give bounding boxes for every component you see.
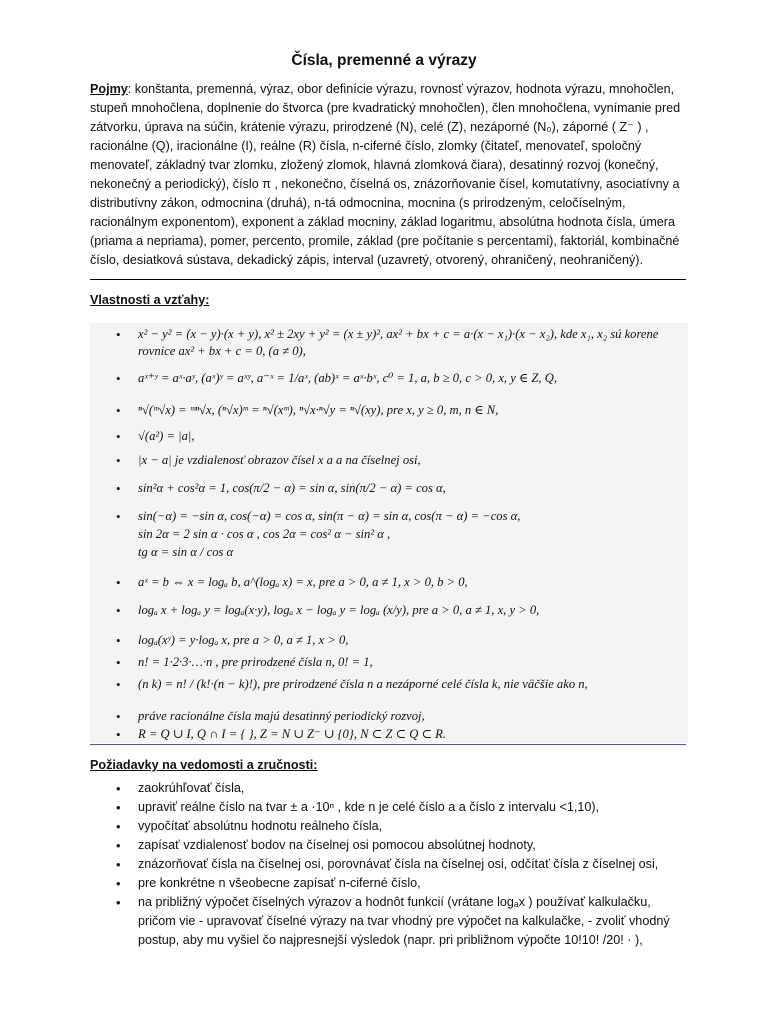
- formula-item: • |x − a| je vzdialenosť obrazov čísel x a a na číselnej osi,: [96, 452, 686, 469]
- formula-item: • n! = 1·2·3·…·n , pre prirodzené čísla n, 0! = 1,: [96, 654, 686, 671]
- poziadavky-heading: Požiadavky na vedomosti a zručnosti:: [90, 758, 318, 772]
- formula-item: • práve racionálne čísla majú desatinný periodický rozvoj,: [96, 708, 686, 725]
- list-item: • na približný výpočet číselných výrazov a hodnôt funkcií (vrátane logₐx ) používať kalkulačku, pričom vie - upravovať číselné výrazy na tvar vhodný pre výpočet na kalkulačke, - zvoliť vhodný postup, aby mu vyšiel čo najpresnejší výsledok (napr. pri približnom výpočte 10!10! /20! · ),: [96, 893, 686, 950]
- formula-item: • x² − y² = (x − y)·(x + y), x² ± 2xy + y² = (x ± y)², ax² + bx + c = a·(x − x₁)·(x − x₂), kde x₁, x₂ sú korene rovnice ax² + bx + c = 0, (a ≠ 0),: [96, 326, 686, 360]
- vlastnosti-heading: Vlastnosti a vzťahy:: [90, 293, 210, 307]
- formula-item: • ⁿ√(ᵐ√x) = ᵐⁿ√x, (ⁿ√x)ᵐ = ⁿ√(xᵐ), ⁿ√x·ⁿ√y = ⁿ√(xy), pre x, y ≥ 0, m, n ∈ N,: [96, 402, 686, 419]
- list-item: • znázorňovať čísla na číselnej osi, porovnávať čísla na číselnej osi, odčítať čísla z číselnej osi,: [96, 855, 686, 874]
- page-title: Čísla, premenné a výrazy: [291, 52, 477, 69]
- formula-continuation: sin 2α = 2 sin α · cos α , cos 2α = cos² α − sin² α ,: [138, 527, 391, 541]
- formula-item: • R = Q ∪ I, Q ∩ I = { }, Z = N ∪ Z⁻ ∪ {0}, N ⊂ Z ⊂ Q ⊂ R.: [96, 726, 686, 743]
- formula-item: • sin²α + cos²α = 1, cos(π/2 − α) = sin α, sin(π/2 − α) = cos α,: [96, 480, 686, 497]
- poziadavky-list: [96, 779, 686, 950]
- list-item: • zaokrúhľovať čísla,: [96, 779, 686, 798]
- pojmy-label: Pojmy: [90, 82, 128, 96]
- formula-item: • aˣ⁺ʸ = aˣ·aʸ, (aˣ)ʸ = aˣʸ, a⁻ˣ = 1/aˣ, (ab)ˣ = aˣ·bˣ, c⁰ = 1, a, b ≥ 0, c > 0, x, y ∈ Z, Q,: [96, 370, 686, 387]
- formula-item: • logₐ(xʸ) = y·logₐ x, pre a > 0, a ≠ 1, x > 0,: [96, 632, 686, 649]
- formula-item: • sin(−α) = −sin α, cos(−α) = cos α, sin(π − α) = sin α, cos(π − α) = −cos α,: [96, 508, 686, 525]
- pojmy-text: : konštanta, premenná, výraz, obor definície výrazu, rovnosť výrazov, hodnota výrazu, mnohočlen, stupeň mnohočlena, doplnenie do štvorca (pre kvadratický mnohočlen), člen mnohočlena, vynímanie pred zátvorku, úprava na súčin, krátenie výrazu, prirodzené (N), celé (Z), nezáporné (N₀), záporné ( Z⁻ ) , racionálne (Q), iracionálne (I), reálne (R) čísla, n-ciferné číslo, zlomky (čitateľ, menovateľ, spoločný menovateľ, základný tvar zlomku, zložený zlomok, hlavná zlomková čiara), desatinný rozvoj (konečný, nekonečný a periodický), číslo π , nekonečno, číselná os, znázorňovanie čísel, komutatívny, asociatívny a distributívny zákon, odmocnina (druhá), n-tá odmocnina, mocnina (s prirodzeným, celočíselným, racionálnym exponentom), exponent a základ mocniny, základ logaritmu, absolútna hodnota čísla, úmera (priama a nepriama), pomer, percento, promile, základ (pre počítanie s percentami), faktoriál, kombinačné číslo, desiatková sústava, dekadický zápis, interval (uzavretý, otvorený, ohraničený, neohraničený).: [90, 82, 681, 267]
- formula-item: • √(a²) = |a|,: [96, 428, 686, 445]
- list-item: • vypočítať absolútnu hodnotu reálneho čísla,: [96, 817, 686, 836]
- section-divider: [90, 279, 686, 280]
- formula-item: • (n k) = n! / (k!·(n − k)!), pre prirodzené čísla n a nezáporné celé čísla k, nie väčšie ako n,: [96, 676, 686, 693]
- formula-item: • aˣ = b ⇔ x = logₐ b, a^(logₐ x) = x, pre a > 0, a ≠ 1, x > 0, b > 0,: [96, 574, 686, 591]
- list-item: • pre konkrétne n všeobecne zapísať n-ciferné číslo,: [96, 874, 686, 893]
- list-item: • zapísať vzdialenosť bodov na číselnej osi pomocou absolútnej hodnoty,: [96, 836, 686, 855]
- formula-continuation: tg α = sin α / cos α: [138, 545, 234, 559]
- list-item: • upraviť reálne číslo na tvar ± a ·10ⁿ , kde n je celé číslo a a číslo z intervalu <1,10),: [96, 798, 686, 817]
- pojmy-paragraph: [90, 80, 686, 270]
- formula-item: • logₐ x + logₐ y = logₐ(x·y), logₐ x − logₐ y = logₐ (x/y), pre a > 0, a ≠ 1, x, y > 0,: [96, 602, 686, 619]
- formula-divider: [90, 744, 686, 745]
